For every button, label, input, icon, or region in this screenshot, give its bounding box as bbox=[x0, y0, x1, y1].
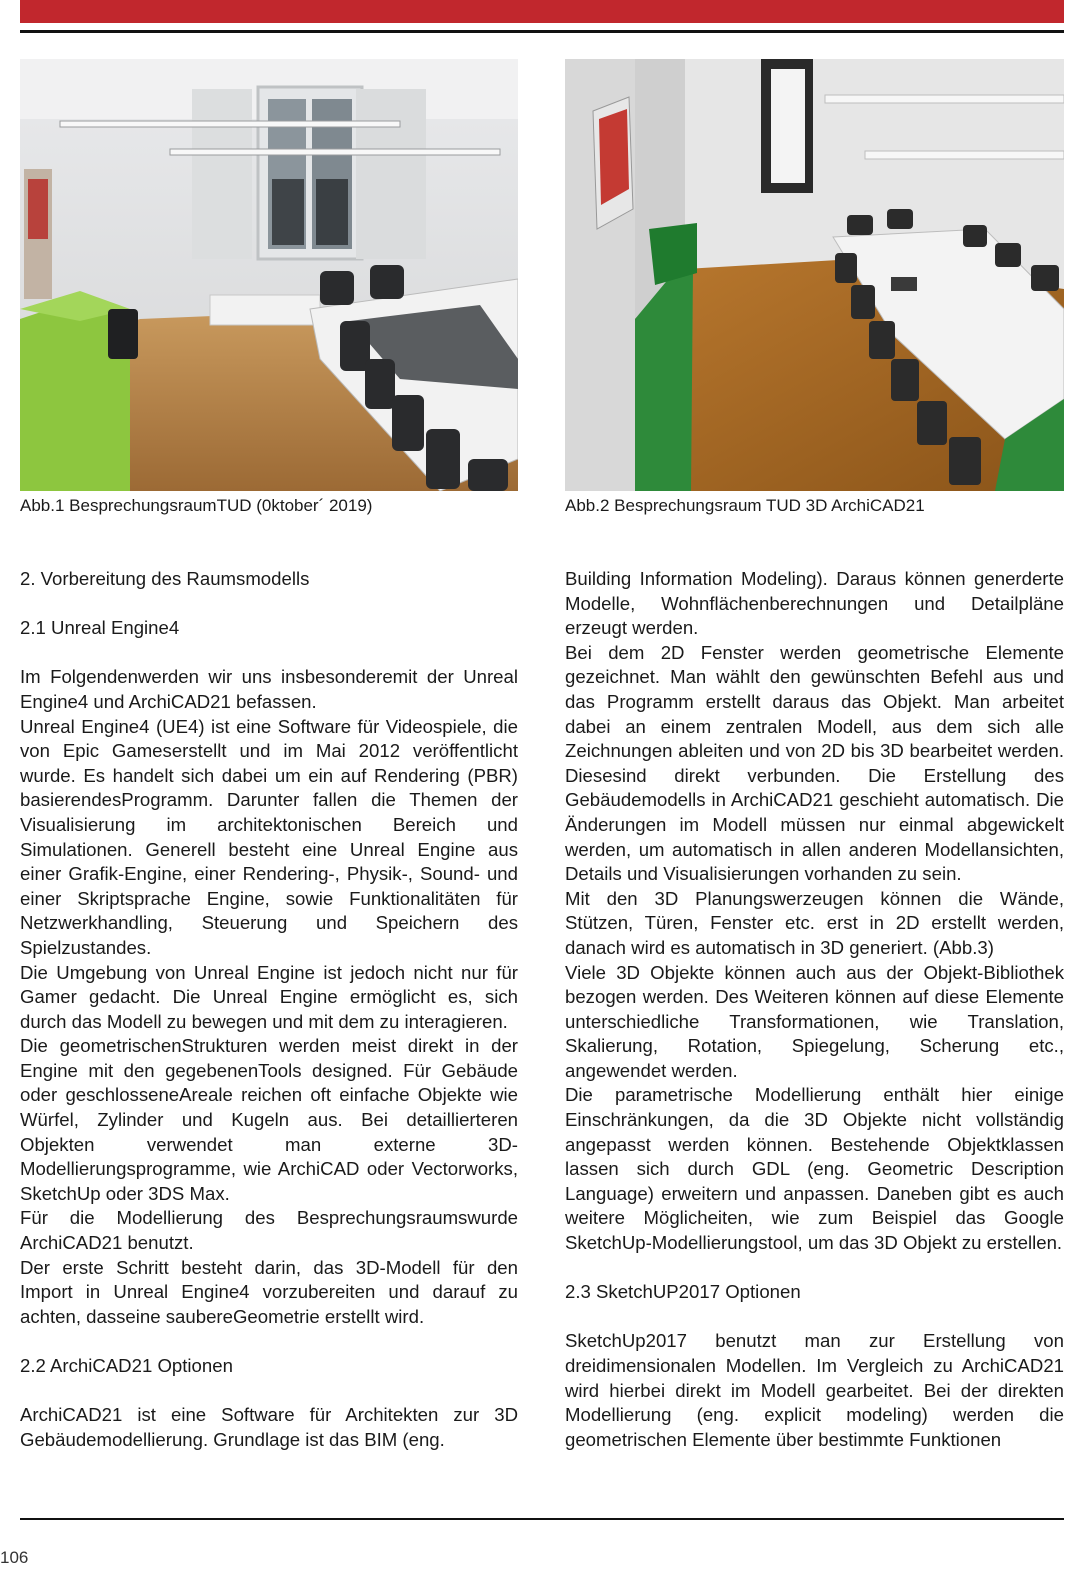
figure-1-photo bbox=[20, 59, 518, 491]
paragraph: Mit den 3D Planungswerzeugen können die Wände, Stützen, Türen, Fenster etc. erst in 2D erstellt werden, danach wird es automatisch in 3D generiert. (Abb.3) bbox=[565, 887, 1064, 958]
figure-2-caption: Abb.2 Besprechungsraum TUD 3D ArchiCAD21 bbox=[565, 496, 925, 515]
meeting-room-photo bbox=[20, 59, 518, 491]
archicad-render bbox=[565, 59, 1064, 491]
header-rule bbox=[20, 30, 1064, 33]
right-column bbox=[565, 567, 1064, 1452]
paragraph: Im Folgendenwerden wir uns insbesonderemit der Unreal Engine4 und ArchiCAD21 befassen. bbox=[20, 666, 518, 712]
figure-2-render bbox=[565, 59, 1064, 491]
paragraph: Der erste Schritt besteht darin, das 3D-Modell für den Import in Unreal Engine4 vorzubereiten und darauf zu achten, dasseine saubereGeometrie erstellt wird. bbox=[20, 1256, 518, 1327]
page-number: 106 bbox=[0, 1548, 29, 1567]
section-heading-2-1: 2.1 Unreal Engine4 bbox=[20, 617, 180, 639]
paragraph: Unreal Engine4 (UE4) ist eine Software für Videospiele, die von Epic Gameserstellt und im Mai 2012 veröffentlicht wurde. Es handelt sich dabei um ein auf Rendering (PBR) basierendesProgramm. Darunter fallen die Themen der Visualisierung im architektonischen Bereich und Simulationen. Generell besteht eine Unreal Engine aus einer Grafik-Engine, einer Rendering-, Physik-, Sound- und einer Skriptsprache Engine, sowie Funktionalitäten für Netzwerkhandling, Steuerung und Speichern des Spielzustandes. bbox=[20, 715, 518, 958]
paragraph: Die parametrische Modellierung enthält hier einige Einschränkungen, da die 3D Objekte nicht vollständig angepasst werden können. Bestehende Objektklassen lassen sich durch GDL (eng. Geometric Description Language) erweitern und anpassen. Daneben gibt es auch weitere Möglicheiten, wie zum Beispiel das Google SketchUp-Modellierungstool, um das 3D Objekt zu erstellen. bbox=[565, 1084, 1064, 1254]
paragraph: Building Information Modeling). Daraus können generderte Modelle, Wohnflächenberechnungen und Detailpläne erzeugt werden. bbox=[565, 568, 1064, 639]
header-red-bar bbox=[20, 0, 1064, 23]
section-heading-2-2: 2.2 ArchiCAD21 Optionen bbox=[20, 1355, 233, 1376]
section-heading-2: 2. Vorbereitung des Raumsmodells bbox=[20, 568, 310, 589]
paragraph: Die Umgebung von Unreal Engine ist jedoch nicht nur für Gamer gedacht. Die Unreal Engine ermöglicht es, sich durch das Modell zu bewegen und mit dem zu interagieren. bbox=[20, 961, 518, 1032]
paragraph: Die geometrischenStrukturen werden meist direkt in der Engine mit den gegebenenTools designed. Für Gebäude oder geschlosseneAreale reichen oft einfache Objekte wie Würfel, Zylinder und Kugeln aus. Bei detaillierteren Objekten verwendet man externe 3D-Modellierungsprogramme, wie ArchiCAD oder Vectorworks, SketchUp oder 3DS Max. bbox=[20, 1035, 518, 1204]
figure-1-caption: Abb.1 BesprechungsraumTUD (0ktober´ 2019) bbox=[20, 496, 373, 515]
paragraph: Bei dem 2D Fenster werden geometrische Elemente gezeichnet. Man wählt den gewünschten Befehl aus und das Programm erstellt daraus das Objekt. Man arbeitet dabei an einem zentralen Modell, aus dem sich alle Zeichnungen ableiten und von 2D bis 3D bearbeitet werden. Diesesind direkt verbunden. Die Erstellung des Gebäudemodells in ArchiCAD21 geschieht automatisch. Die Änderungen im Modell müssen nur einmal abgewickelt werden, um automatisch in allen anderen Modellansichten, Details und Visualisierungen vorhanden zu sein. bbox=[565, 641, 1064, 885]
paragraph: ArchiCAD21 ist eine Software für Architekten zur 3D Gebäudemodellierung. Grundlage ist das BIM (eng. bbox=[20, 1404, 518, 1450]
paragraph: Viele 3D Objekte können auch aus der Objekt-Bibliothek bezogen werden. Des Weiteren können auf diese Elemente unterschiedliche Transformationen, wie Translation, Skalierung, Rotation, Spiegelung, Scherung etc., angewendet werden. bbox=[565, 961, 1064, 1081]
paragraph: Für die Modellierung des Besprechungsraumswurde ArchiCAD21 benutzt. bbox=[20, 1207, 518, 1254]
footer-rule bbox=[20, 1518, 1064, 1520]
paragraph: SketchUp2017 benutzt man zur Erstellung von dreidimensionalen Modellen. Im Vergleich zu ArchiCAD21 wird hierbei direkt im Modell gearbeitet. Bei der direkten Modellierung (eng. explicit modeling) werden die geometrischen Elemente über bestimmte Funktionen bbox=[565, 1330, 1064, 1450]
left-column bbox=[20, 567, 518, 1452]
section-heading-2-3: 2.3 SketchUP2017 Optionen bbox=[565, 1281, 801, 1303]
